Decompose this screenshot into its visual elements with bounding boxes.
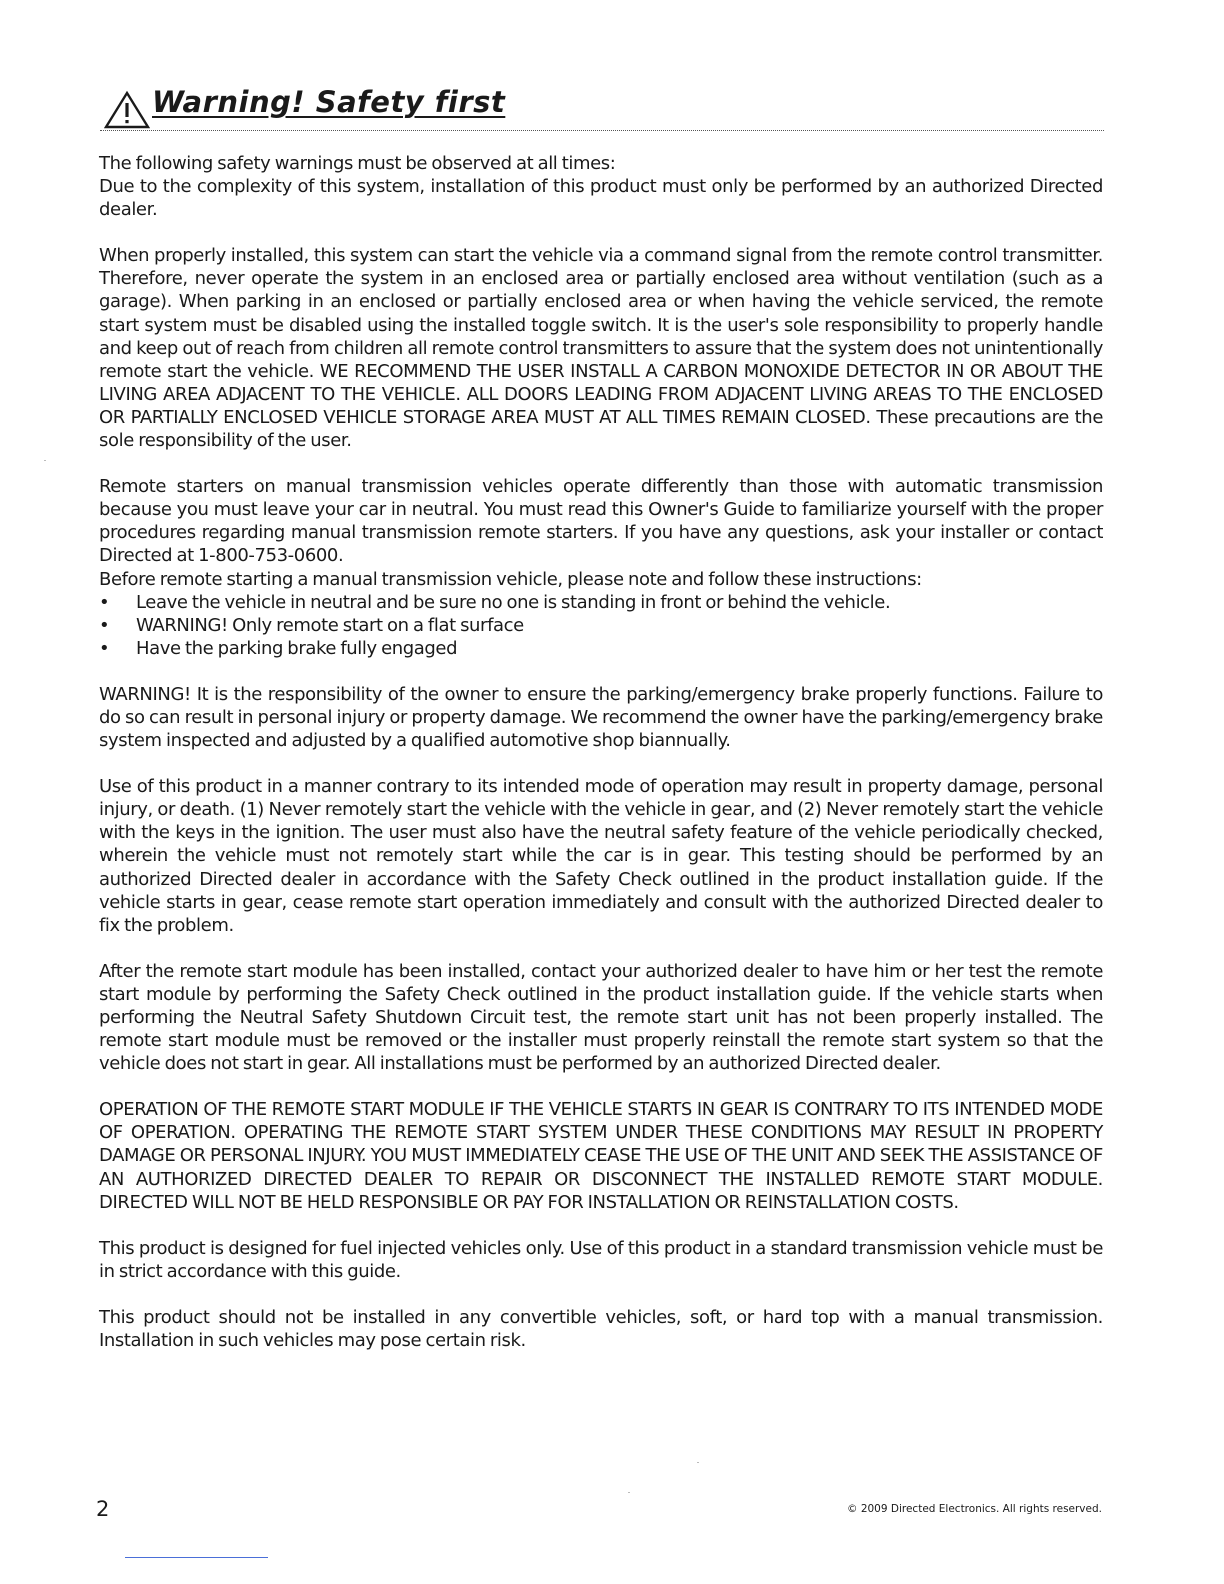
list-item: • Have the parking brake fully engaged xyxy=(99,637,1103,660)
scan-speck xyxy=(628,1492,630,1493)
instruction-list xyxy=(99,591,1103,660)
page-heading xyxy=(100,84,1104,131)
scan-edge-line xyxy=(125,1557,268,1558)
list-item: • WARNING! Only remote start on a flat surface xyxy=(99,614,1103,637)
scan-speck xyxy=(697,1462,699,1463)
paragraph-fuel-injected: This product is designed for fuel injected vehicles only. Use of this product in a standard transmission vehicle must be in strict accordance with this guide. xyxy=(99,1237,1103,1282)
intro-paragraph: Due to the complexity of this system, installation of this product must only be performed by an authorized Directed dealer. xyxy=(99,176,1103,221)
paragraph-manual-transmission: Remote starters on manual transmission vehicles operate differently than those with automatic transmission because you must leave your car in neutral. You must read this Owner's Guide to familiarize yourself with the proper procedures regarding manual transmission remote starters. If you have any questions, ask your installer or contact Directed at 1-800-753-0600. xyxy=(99,476,1103,567)
paragraph-parking-brake: WARNING! It is the responsibility of the owner to ensure the parking/emergency brake properly functions. Failure to do so can result in personal injury or property damage. We recommend the owner have the parking/emergency brake system inspected and adjusted by a qualified automotive shop biannually. xyxy=(99,683,1103,752)
paragraph-safety-check: After the remote start module has been installed, contact your authorized dealer to have him or her test the remote start module by performing the Safety Check outlined in the product installation guide. If the vehicle starts when performing the Neutral Safety Shutdown Circuit test, the remote start unit has not been properly installed. The remote start module must be removed or the installer must properly reinstall the remote start system so that the vehicle does not start in gear. All installations must be performed by an authorized Directed dealer. xyxy=(99,960,1103,1075)
paragraph-instructions-intro: Before remote starting a manual transmission vehicle, please note and follow these instructions: xyxy=(99,568,922,590)
list-item: • Leave the vehicle in neutral and be sure no one is standing in front or behind the vehicle. xyxy=(99,591,1103,614)
document-body xyxy=(99,152,1103,1352)
scan-speck xyxy=(44,460,46,461)
paragraph-convertible: This product should not be installed in any convertible vehicles, soft, or hard top with a manual transmission. Installation in such vehicles may pose certain risk. xyxy=(99,1306,1103,1352)
warning-triangle-icon xyxy=(104,90,150,130)
paragraph-operation-warning: OPERATION OF THE REMOTE START MODULE IF THE VEHICLE STARTS IN GEAR IS CONTRARY TO ITS INTENDED MODE OF OPERATION. OPERATING THE REMOTE START SYSTEM UNDER THESE CONDITIONS MAY RESULT IN PROPERTY DAMAGE OR PERSONAL INJURY. YOU MUST IMMEDIATELY CEASE THE USE OF THE UNIT AND SEEK THE ASSISTANCE OF AN AUTHORIZED DIRECTED DEALER TO REPAIR OR DISCONNECT THE INSTALLED REMOTE START MODULE. DIRECTED WILL NOT BE HELD RESPONSIBLE OR PAY FOR INSTALLATION OR REINSTALLATION COSTS. xyxy=(99,1099,1103,1213)
paragraph-ventilation: When properly installed, this system can start the vehicle via a command signal from the remote control transmitter. Therefore, never operate the system in an enclosed area or partially enclosed area without ventilation (such as a garage). When parking in an enclosed or partially enclosed area or when having the vehicle serviced, the remote start system must be disabled using the installed toggle switch. It is the user's sole responsibility to properly handle and keep out of reach from children all remote control transmitters to assure that the system does not unintentionally remote start the vehicle. WE RECOMMEND THE USER INSTALL A CARBON MONOXIDE DETECTOR IN OR ABOUT THE LIVING AREA ADJACENT TO THE VEHICLE. ALL DOORS LEADING FROM ADJACENT LIVING AREAS TO THE ENCLOSED OR PARTIALLY ENCLOSED VEHICLE STORAGE AREA MUST AT ALL TIMES REMAIN CLOSED. These precautions are the sole responsibility of the user. xyxy=(99,245,1103,452)
page-title: Warning! Safety first xyxy=(152,85,506,119)
paragraph-contrary-use: Use of this product in a manner contrary to its intended mode of operation may result in property damage, personal injury, or death. (1) Never remotely start the vehicle with the vehicle in gear, and (2) Never remotely start the vehicle with the keys in the ignition. The user must also have the neutral safety feature of the vehicle periodically checked, wherein the vehicle must not remotely start while the car is in gear. This testing should be performed by an authorized Directed dealer in accordance with the Safety Check outlined in the product installation guide. If the vehicle starts in gear, cease remote start operation immediately and consult with the authorized Directed dealer to fix the problem. xyxy=(99,776,1103,936)
intro-line: The following safety warnings must be observed at all times: xyxy=(99,153,616,174)
page-number: 2 xyxy=(96,1497,110,1521)
footer-copyright: © 2009 Directed Electronics. All rights reserved. xyxy=(846,1503,1102,1515)
